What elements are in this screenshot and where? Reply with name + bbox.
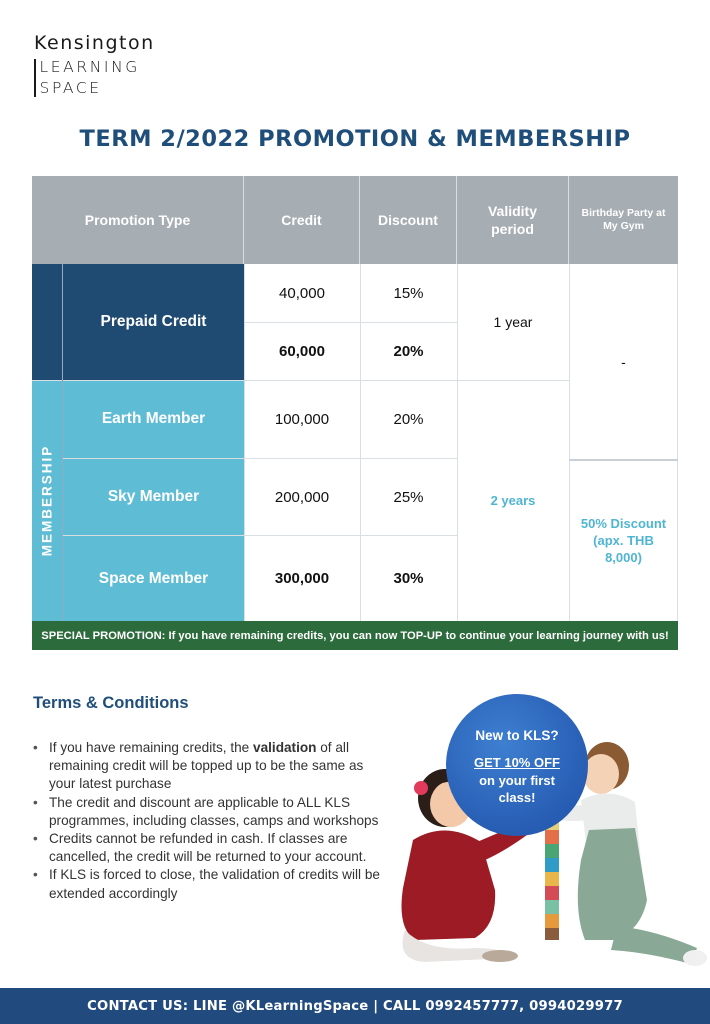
logo-line-learning: LEARNING [39, 58, 140, 76]
header-validity [457, 176, 569, 264]
grid-line [457, 264, 458, 621]
terms-bold: validation [253, 740, 317, 755]
earth-member-label-cell [63, 380, 244, 458]
grid-line [677, 264, 678, 621]
terms-item [33, 739, 389, 794]
discount-value: 20% [393, 410, 424, 428]
terms-title: Terms & Conditions [33, 694, 189, 712]
space-member-discount [360, 536, 457, 621]
sky-member-discount [360, 459, 457, 535]
prepaid-validity [457, 264, 569, 380]
header-birthday [569, 176, 678, 264]
header-promotion-type-label: Promotion Type [84, 212, 191, 228]
terms-text: of all remaining credit will be topped up to be the same as your latest purchase [49, 740, 364, 792]
badge-offer-detail: on your first class! [479, 773, 555, 805]
credit-value: 40,000 [279, 284, 325, 302]
credit-value: 300,000 [274, 570, 330, 587]
terms-item [33, 794, 389, 830]
grid-line [244, 322, 457, 323]
contact-footer: CONTACT US: LINE @KLearningSpace | CALL 0992457777, 0994029977 [0, 988, 710, 1024]
discount-value: 15% [393, 284, 424, 302]
credit-value: 100,000 [274, 410, 330, 428]
earth-member-credit [244, 380, 360, 458]
special-promotion-prefix: SPECIAL PROMOTION: If you have remaining credits, you can now [41, 629, 398, 642]
terms-item [33, 830, 389, 866]
grid-line [569, 459, 678, 461]
prepaid-credit-40000 [244, 264, 360, 322]
terms-text: The credit and discount are applicable to ALL KLS programmes, including classes, camps and workshops [49, 794, 379, 828]
discount-value: 30% [393, 570, 424, 587]
membership-group-text: MEMBERSHIP [39, 444, 55, 556]
membership-validity [457, 380, 569, 621]
membership-birthday [569, 460, 678, 621]
logo-wordmark: Kensington [34, 32, 155, 54]
special-promotion-topup: TOP-UP [400, 629, 443, 642]
logo [34, 32, 155, 99]
grid-line [32, 380, 569, 381]
badge-heading: New to KLS? [475, 728, 559, 743]
logo-bar [34, 59, 36, 97]
terms-text: If KLS is forced to close, the validation of credits will be extended accordingly [49, 867, 380, 901]
earth-member-discount [360, 380, 457, 458]
header-credit-label: Credit [281, 212, 322, 228]
header-validity-label: Validity period [487, 203, 538, 237]
terms-text: Credits cannot be refunded in cash. If classes are cancelled, the credit will be returned to your account. [49, 831, 367, 865]
membership-group-label [32, 380, 62, 620]
membership-birthday-value: 50% Discount (apx. THB 8,000) [580, 516, 667, 565]
promotion-table [32, 176, 678, 650]
prepaid-side-strip [32, 264, 62, 380]
terms-list [33, 739, 389, 903]
sky-member-credit [244, 459, 360, 535]
header-discount-label: Discount [378, 212, 438, 228]
prepaid-credit-label: Prepaid Credit [100, 313, 207, 330]
space-member-label: Space Member [98, 569, 209, 587]
grid-line [244, 264, 245, 621]
discount-value: 25% [393, 488, 424, 506]
header-discount [360, 176, 457, 264]
space-member-credit [244, 536, 360, 621]
prepaid-credit-row-label [63, 264, 244, 380]
sky-member-label: Sky Member [107, 488, 200, 505]
grid-line [62, 264, 63, 621]
terms-text: If you have remaining credits, the [49, 740, 254, 755]
page-title: TERM 2/2022 PROMOTION & MEMBERSHIP [79, 126, 631, 152]
space-member-label-cell [63, 536, 244, 621]
special-promotion-banner [32, 621, 678, 650]
header-birthday-label: Birthday Party at My Gym [581, 207, 666, 232]
earth-member-label: Earth Member [101, 410, 206, 427]
badge-offer-link[interactable]: GET 10% OFF [474, 755, 560, 770]
header-credit [244, 176, 360, 264]
grid-line [360, 264, 361, 621]
prepaid-birthday-value: - [621, 354, 626, 370]
grid-line [569, 264, 570, 621]
discount-value: 20% [393, 342, 424, 360]
sky-member-label-cell [63, 459, 244, 535]
prepaid-discount-20 [360, 322, 457, 380]
prepaid-validity-value: 1 year [493, 314, 533, 330]
grid-line [63, 458, 457, 459]
terms-item [33, 866, 389, 902]
new-customer-badge[interactable] [446, 694, 588, 836]
prepaid-discount-15 [360, 264, 457, 322]
credit-value: 60,000 [279, 342, 325, 360]
header-promotion-type [32, 176, 244, 264]
membership-validity-value: 2 years [490, 493, 536, 508]
credit-value: 200,000 [274, 488, 330, 506]
prepaid-credit-60000 [244, 322, 360, 380]
grid-line [63, 535, 457, 536]
prepaid-birthday [569, 264, 678, 460]
special-promotion-suffix: to continue your learning journey with us! [445, 629, 669, 642]
logo-line-space: SPACE [39, 79, 102, 97]
